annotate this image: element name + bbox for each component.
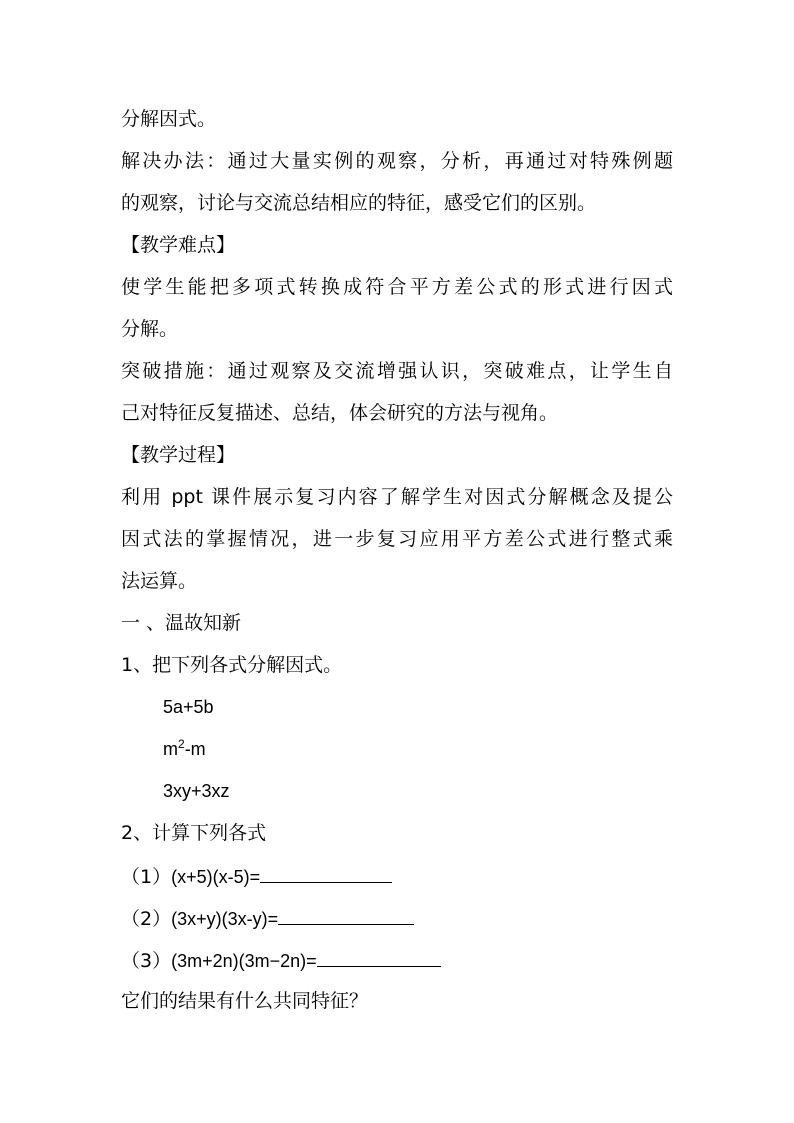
answer-blank [260, 862, 392, 883]
exercise-item [121, 946, 681, 974]
exercise-expression: (3x+y)(3x-y)= [171, 909, 279, 929]
text-line: 因式法的掌握情况，进一步复习应用平方差公式进行整式乘 [121, 528, 673, 550]
exercise-label: （1） [121, 866, 172, 888]
text-line: 法运算。 [121, 570, 198, 592]
exercise-expression: (x+5)(x-5)= [171, 867, 261, 887]
expression [163, 736, 723, 762]
text-line: 解决办法：通过大量实例的观察，分析，再通过对特殊例题 [121, 150, 673, 172]
text-line: 分解因式。 [121, 108, 217, 130]
exercise-heading: 1、把下列各式分解因式。 [121, 654, 343, 676]
section-heading: 【教学难点】 [121, 234, 236, 256]
answer-blank [278, 904, 414, 925]
expression-base: m [163, 739, 178, 759]
expression: 5a+5b [163, 697, 214, 717]
exercise-label: （3） [121, 950, 172, 972]
text-line: 突破措施：通过观察及交流增强认识，突破难点，让学生自 [121, 360, 673, 382]
expression: 3xy+3xz [163, 781, 230, 801]
exercise-label: （2） [121, 908, 172, 930]
exercise-expression: (3m+2n)(3m−2n)= [171, 951, 317, 971]
answer-blank [317, 946, 441, 967]
text-line: 利用 ppt 课件展示复习内容了解学生对因式分解概念及提公 [121, 486, 673, 508]
text-line: 它们的结果有什么共同特征？ [121, 990, 369, 1012]
exercise-item [121, 904, 681, 932]
expression-rest: -m [184, 739, 206, 759]
exercise-item [121, 862, 681, 890]
expression-exponent: 2 [178, 737, 185, 751]
exercise-heading: 2、计算下列各式 [121, 822, 267, 844]
text-line: 使学生能把多项式转换成符合平方差公式的形式进行因式 [121, 276, 673, 298]
text-line: 的观察，讨论与交流总结相应的特征，感受它们的区别。 [121, 192, 597, 214]
text-line: 己对特征反复描述、总结，体会研究的方法与视角。 [121, 402, 559, 424]
text-line: 分解。 [121, 318, 179, 340]
section-heading: 【教学过程】 [121, 444, 236, 466]
subsection-heading: 一 、温故知新 [121, 612, 242, 634]
